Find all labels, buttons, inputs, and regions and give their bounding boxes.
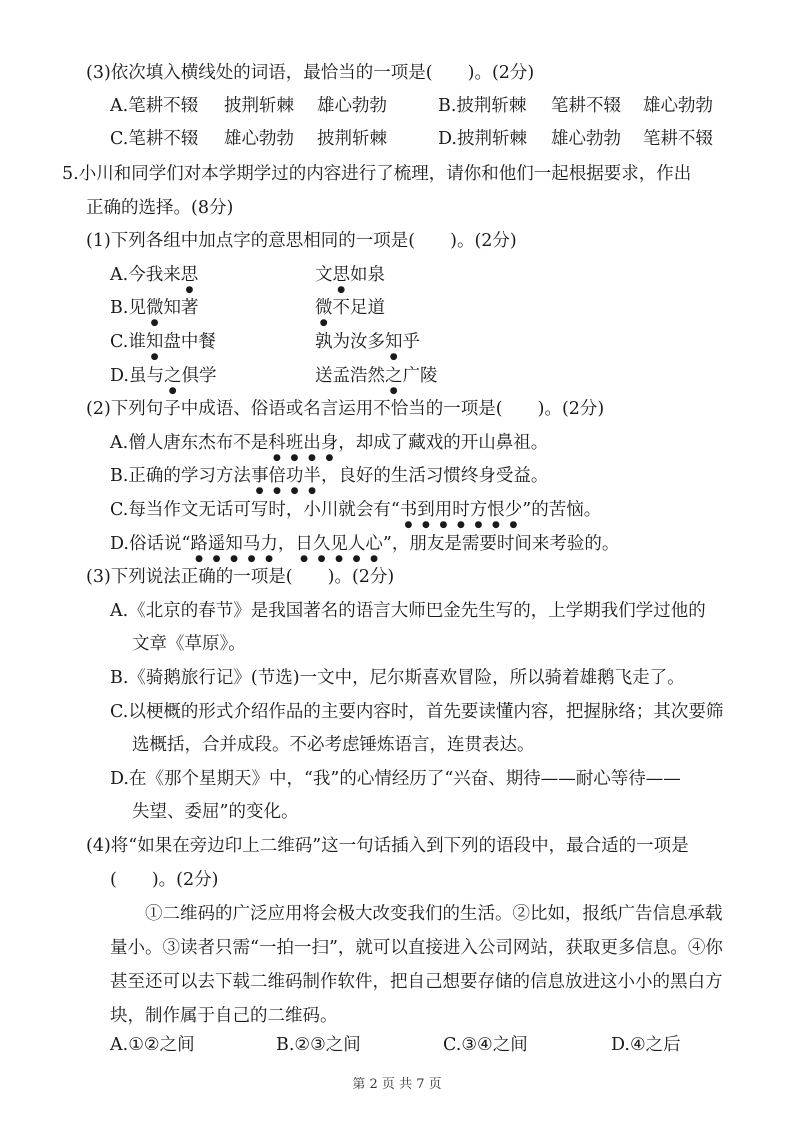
option-b-word3: 雄心勃勃 <box>643 96 713 116</box>
q5-2-option-b: B.正确的学习方法事倍功半，良好的生活习惯终身受益。 <box>110 466 549 486</box>
option-d-left: D.虽与之俱学 <box>110 366 217 386</box>
option-a-word3: 雄心勃勃 <box>317 96 387 116</box>
q5-stem-line2: 正确的选择。(8分) <box>86 198 234 218</box>
q5-2-option-d: D.俗话说“路遥知马力，日久见人心”，朋友是需要时间来考验的。 <box>110 534 620 554</box>
option-b-word1: B.披荆斩棘 <box>438 96 527 116</box>
option-a-word1: A.笔耕不辍 <box>110 96 199 116</box>
q5-3-option-c-line2: 选概括，合并成段。不必考虑锤炼语言，连贯表达。 <box>132 735 535 755</box>
q5-2-option-a: A.僧人唐东杰布不是科班出身，却成了藏戏的开山鼻祖。 <box>110 433 549 453</box>
option-d-word3: 笔耕不辍 <box>643 129 713 149</box>
option-c: C.③④之间 <box>443 1035 528 1055</box>
option-a-right: 文思如泉 <box>315 265 385 285</box>
option-c-word2: 雄心勃勃 <box>224 129 294 149</box>
option-b-right: 微不足道 <box>315 298 385 318</box>
q5-3-option-b: B.《骑鹅旅行记》(节选)一文中，尼尔斯喜欢冒险，所以骑着雄鹅飞走了。 <box>110 668 685 688</box>
option-c-word1: C.笔耕不辍 <box>110 129 199 149</box>
q5-2-stem: (2)下列句子中成语、俗语或名言运用不恰当的一项是( )。(2分) <box>86 399 605 419</box>
option-a-left: A.今我来思 <box>110 265 199 285</box>
option-b-left: B.见微知著 <box>110 298 199 318</box>
option-d-word2: 雄心勃勃 <box>551 129 621 149</box>
option-c-left: C.谁知盘中餐 <box>110 332 216 352</box>
option-d: D.④之后 <box>611 1035 681 1055</box>
option-d-word1: D.披荆斩棘 <box>438 129 527 149</box>
q5-3-stem: (3)下列说法正确的一项是( )。(2分) <box>86 567 395 587</box>
q5-4-stem-line1: (4)将“如果在旁边印上二维码”这一句话插入到下列的语段中，最合适的一项是 <box>86 836 689 856</box>
q5-3-option-d-line2: 失望、委屈”的变化。 <box>132 802 299 822</box>
q5-1-stem: (1)下列各组中加点字的意思相同的一项是( )。(2分) <box>86 231 517 251</box>
option-a-word2: 披荆斩棘 <box>224 96 294 116</box>
q5-stem-line1: 5.小川和同学们对本学期学过的内容进行了梳理，请你和他们一起根据要求，作出 <box>62 164 692 184</box>
page-footer: 第 2 页 共 7 页 <box>352 1077 442 1092</box>
q5-3-option-a-line1: A.《北京的春节》是我国著名的语言大师巴金先生写的，上学期我们学过他的 <box>110 601 706 621</box>
q5-3-option-d-line1: D.在《那个星期天》中，“我”的心情经历了“兴奋、期待——耐心等待—— <box>110 769 681 789</box>
q5-3-option-a-line2: 文章《草原》。 <box>132 634 246 654</box>
option-c-right: 孰为汝多知乎 <box>315 332 420 352</box>
option-b: B.②③之间 <box>276 1035 361 1055</box>
q4-3-stem: (3)依次填入横线处的词语，最恰当的一项是( )。(2分) <box>86 63 535 83</box>
option-d-right: 送孟浩然之广陵 <box>315 366 438 386</box>
option-c-word3: 披荆斩棘 <box>317 129 387 149</box>
option-b-word2: 笔耕不辍 <box>551 96 621 116</box>
q5-2-option-c: C.每当作文无话可写时，小川就会有“书到用时方恨少”的苦恼。 <box>110 500 602 520</box>
option-a: A.①②之间 <box>110 1035 195 1055</box>
q5-4-passage: ①二维码的广泛应用将会极大改变我们的生活。②比如，报纸广告信息承载量小。③读者只需“一拍一扫”，就可以直接进入公司网站，获取更多信息。④你甚至还可以去下载二维码制作软件，把自己想要存储的信息放进这小小的黑白方块，制作属于自己的二维码。 <box>110 904 723 1026</box>
q5-3-option-c-line1: C.以梗概的形式介绍作品的主要内容时，首先要读懂内容，把握脉络；其次要筛 <box>110 702 724 722</box>
q5-4-stem-line2: ( )。(2分) <box>110 870 219 890</box>
